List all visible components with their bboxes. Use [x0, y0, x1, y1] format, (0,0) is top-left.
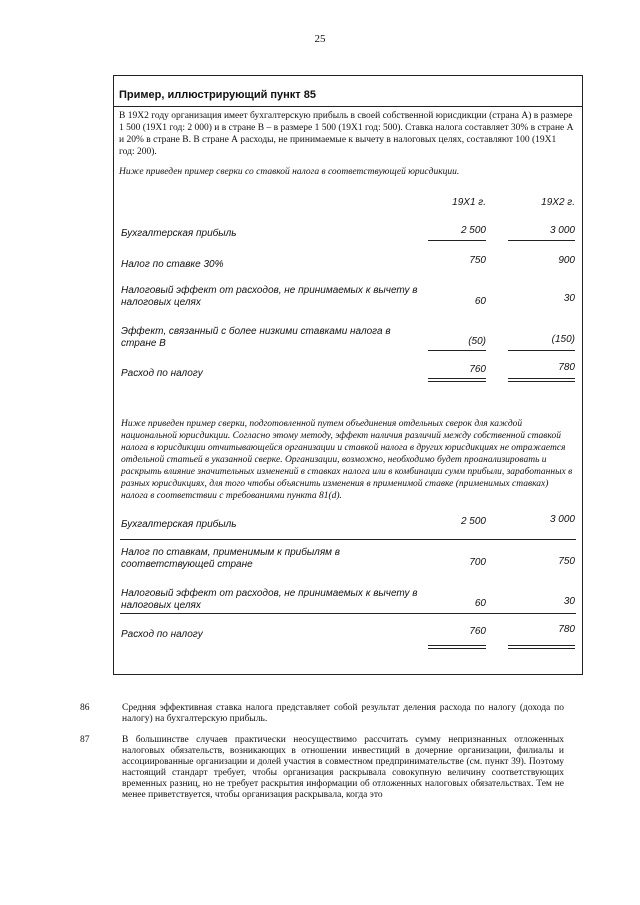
paragraph-86: Средняя эффективная ставка налога представляет собой результат деления расхода по налогу (дохода по налогу) на бухгалтерскую прибыль.: [122, 703, 564, 724]
t2-row-label: Бухгалтерская прибыль: [121, 519, 237, 530]
t1-row-label: Бухгалтерская прибыль: [121, 228, 237, 239]
t1-row-label: Налоговый эффект от расходов, не принимаемых к вычету в налоговых целях: [121, 285, 418, 308]
t2-row-v2: 3 000: [549, 514, 575, 525]
example-box-title: Пример, иллюстрирующий пункт 85: [113, 75, 583, 107]
t1-rule-1: [428, 240, 486, 241]
t1-rule-2: [508, 240, 575, 241]
t2-row-label: Налоговый эффект от расходов, не принимаемых к вычету в налоговых целях: [121, 588, 418, 611]
t1-row-v1: 760: [469, 364, 486, 375]
t2-row-v2: 780: [558, 624, 575, 635]
t1-row-v2: 780: [558, 362, 575, 373]
page-number: 25: [314, 33, 326, 45]
t1-row-v1: (50): [468, 336, 486, 347]
t1-row-v2: 3 000: [549, 225, 575, 236]
t1-row-v1: 60: [474, 296, 486, 307]
paragraph-87: В большинстве случаев практически неосуществимо рассчитать сумму непризнанных отложенных налоговых обязательств, возникающих в отношении инвестиций в дочерние организации, филиалы и ассоциированные организации и долей участия в совместном предпринимательстве (см. пункт 39). Поэтому настоящий стандарт требует, чтобы организация раскрывала совокупную величину соответствующих временных разниц, но не требует раскрытия информации об отложенных налоговых обязательствах. Тем не менее приветствуется, чтобы организация раскрывала, когда это: [122, 735, 564, 800]
t1-row-v2: 900: [558, 255, 575, 266]
t1-row-v1: 750: [469, 255, 486, 266]
t2-row-v1: 700: [469, 557, 486, 568]
t2-row-v1: 760: [469, 626, 486, 637]
t1-rule-3: [428, 350, 486, 351]
t2-row-label: Расход по налогу: [121, 629, 203, 640]
t2-row-label: Налог по ставкам, применимым к прибылям в соответствующей стране: [121, 547, 341, 570]
t2-total-rule-2: [508, 645, 575, 649]
t1-rule-4: [508, 350, 575, 351]
example-note-1: Ниже приведен пример сверки со ставкой налога в соответствующей юрисдикции.: [119, 167, 460, 177]
paragraph-number: 86: [80, 703, 90, 713]
column-header-19x1: 19X1 г.: [452, 197, 486, 208]
t2-row-v1: 2 500: [460, 516, 486, 527]
t2-row-v1: 60: [474, 598, 486, 609]
t1-total-rule-1: [428, 378, 486, 382]
t1-row-v2: (150): [551, 334, 575, 345]
t2-rule-1: [120, 539, 576, 540]
t1-row-v2: 30: [563, 293, 575, 304]
t2-rule-2: [120, 613, 576, 614]
t1-row-label: Эффект, связанный с более низкими ставками налога в стране B: [121, 326, 391, 349]
t1-row-label: Расход по налогу: [121, 368, 203, 379]
t2-total-rule-1: [428, 645, 486, 649]
t1-row-label: Налог по ставке 30%: [121, 259, 224, 270]
paragraph-number: 87: [80, 735, 90, 745]
example-intro: В 19Х2 году организация имеет бухгалтерскую прибыль в своей собственной юрисдикции (страна А) в размере 1 500 (19Х1 год: 2 000) и в стране В – в размере 1 500 (19Х1 год: 500). Ставка налога составляет 30% в стране А и 20% в стране В. В стране А расходы, не принимаемые к вычету в налоговых целях, составляют 100 (19Х1 год: 200).: [119, 111, 574, 157]
t1-row-v1: 2 500: [460, 225, 486, 236]
t2-row-v2: 750: [558, 556, 575, 567]
t2-row-v2: 30: [563, 596, 575, 607]
example-note-2: Ниже приведен пример сверки, подготовленной путем объединения отдельных сверок для каждой национальной юрисдикции. Согласно этому методу, эффект наличия различий между собственной ставкой налога в юрисдикции отчитывающейся организации и ставкой налога в других юрисдикциях не отражается отдельной статьей в указанной сверке. Организации, возможно, необходимо будет проанализировать и раскрыть влияние значительных изменений в ставках налога или в комбинации сумм прибыли, заработанных в разных юрисдикциях, для того чтобы объяснить изменения в применимой ставке (применимых ставках) налога в соответствии с требованиями пункта 81(d).: [121, 419, 573, 501]
t1-total-rule-2: [508, 378, 575, 382]
column-header-19x2: 19X2 г.: [541, 197, 575, 208]
